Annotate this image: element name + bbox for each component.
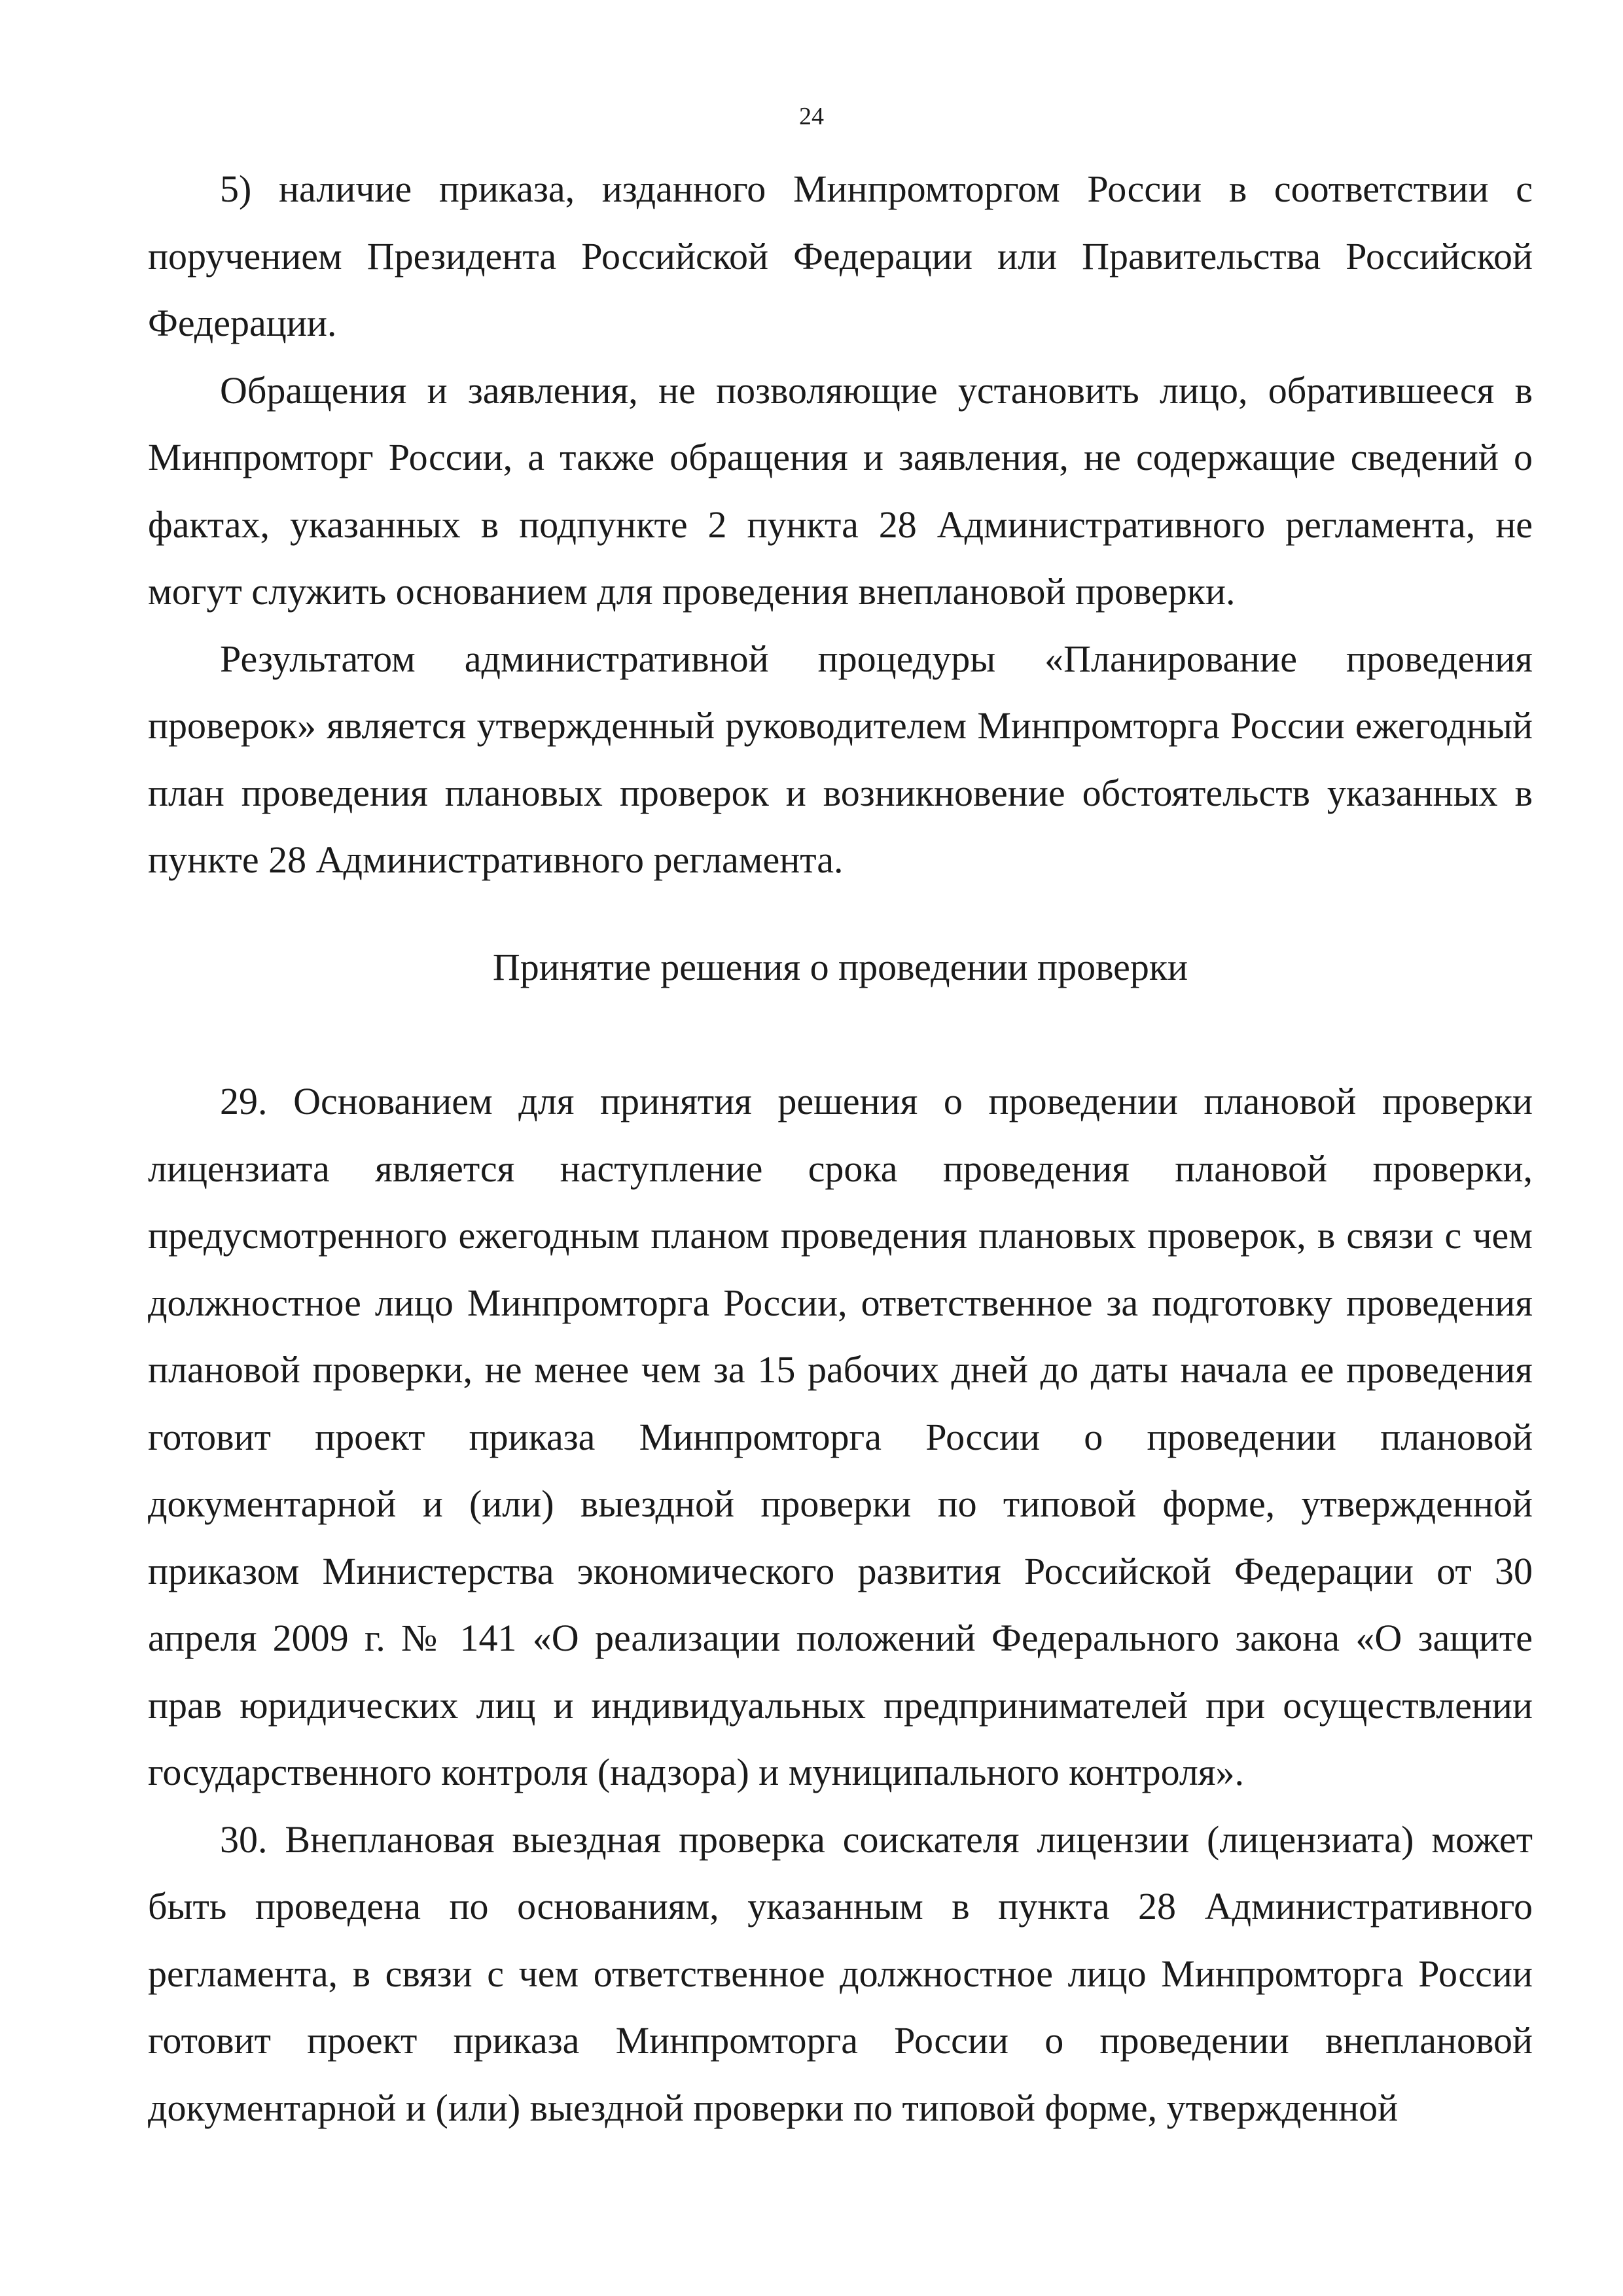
page-number: 24 (799, 103, 824, 130)
paragraph-item-5: 5) наличие приказа, изданного Минпромторгом России в соответствии с поручением Президента Российской Федерации или Правительства Российской Федерации. (148, 168, 1533, 344)
paragraph-appeals: Обращения и заявления, не позволяющие установить лицо, обратившееся в Минпромторг России, а также обращения и заявления, не содержащие сведений о фактах, указанных в подпункте 2 пункта 28 Административного регламента, не могут служить основанием для проведения внеплановой проверки. (148, 368, 1533, 613)
document-body (148, 156, 1533, 2142)
paragraph-29: 29. Основанием для принятия решения о проведении плановой проверки лицензиата является наступление срока проведения плановой проверки, предусмотренного ежегодным планом проведения плановых проверок, в связи с чем должностное лицо Минпромторга России, ответственное за подготовку проведения плановой проверки, не менее чем за 15 рабочих дней до даты начала ее проведения готовит проект приказа Минпромторга России о проведении плановой документарной и (или) выездной проверки по типовой форме, утвержденной приказом Министерства экономического развития Российской Федерации от 30 апреля 2009 г. № 141 «О реализации положений Федерального закона «О защите прав юридических лиц и индивидуальных предпринимателей при осуществлении государственного контроля (надзора) и муниципального контроля». (148, 1080, 1533, 1793)
paragraph-result: Результатом административной процедуры «Планирование проведения проверок» является утвержденный руководителем Минпромторга России ежегодный план проведения плановых проверок и возникновение обстоятельств указанных в пункте 28 Административного регламента. (148, 637, 1533, 881)
section-heading: Принятие решения о проведении проверки (492, 945, 1188, 988)
paragraph-30: 30. Внеплановая выездная проверка соискателя лицензии (лицензиата) может быть проведена по основаниям, указанным в пункта 28 Административного регламента, в связи с чем ответственное должностное лицо Минпромторга России готовит проект приказа Минпромторга России о проведении внеплановой документарной и (или) выездной проверки по типовой форме, утвержденной (148, 1818, 1533, 2129)
